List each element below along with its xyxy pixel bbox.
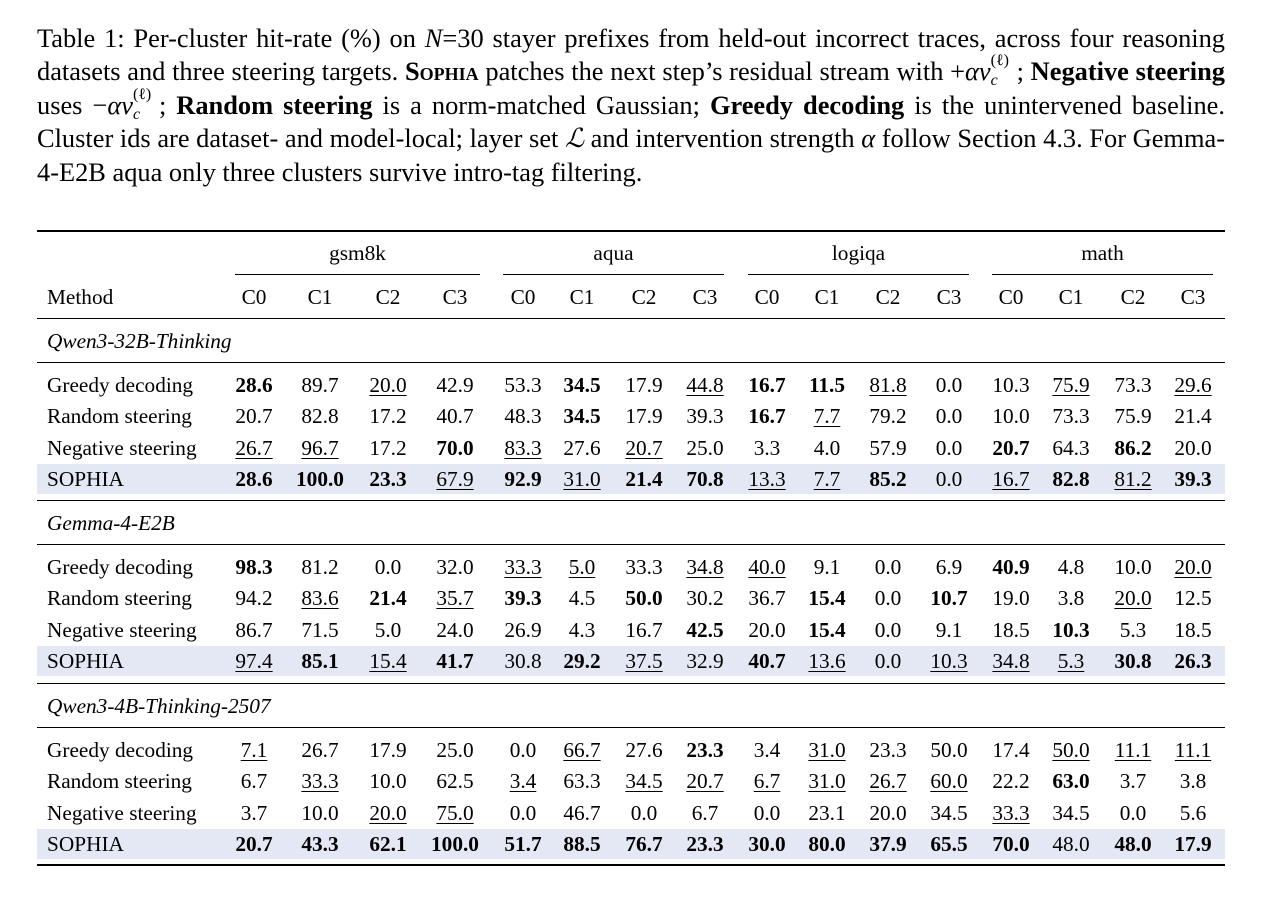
section-rule xyxy=(37,500,1225,501)
table-cell: 37.9 xyxy=(869,832,907,856)
table-cell: 0.0 xyxy=(935,436,963,460)
table-cell: 4.8 xyxy=(1057,555,1085,579)
table-cell: 97.4 xyxy=(235,649,273,673)
table-cell: 92.9 xyxy=(504,467,542,491)
section-sub-rule xyxy=(37,362,1225,363)
table-cell: 89.7 xyxy=(301,373,339,397)
table-cell: 70.0 xyxy=(436,436,474,460)
cluster-header: C0 xyxy=(754,285,780,309)
row-method-label: Greedy decoding xyxy=(47,555,194,579)
table-cell: 31.0 xyxy=(808,769,846,793)
table-cell: 18.5 xyxy=(1174,618,1212,642)
table-cell: 5.3 xyxy=(1057,649,1085,673)
sophia-name: Sophia xyxy=(404,56,479,87)
table-cell: 0.0 xyxy=(630,801,658,825)
table-cell: 0.0 xyxy=(935,467,963,491)
table-cell: 10.0 xyxy=(369,769,407,793)
table-cell: 17.4 xyxy=(992,738,1030,762)
table-cell: 21.4 xyxy=(369,586,407,610)
table-cell: 13.3 xyxy=(748,467,786,491)
table-cell: 48.3 xyxy=(504,404,542,428)
dataset-underline xyxy=(748,274,969,275)
table-cell: 67.9 xyxy=(436,467,474,491)
table-cell: 10.0 xyxy=(301,801,339,825)
table-cell: 26.7 xyxy=(869,769,907,793)
section-model-name: Gemma-4-E2B xyxy=(47,511,175,535)
cluster-header: C3 xyxy=(936,285,962,309)
section-model-name: Qwen3-4B-Thinking-2507 xyxy=(47,694,271,718)
table-cell: 0.0 xyxy=(874,649,902,673)
table-cell: 39.3 xyxy=(504,586,542,610)
table-cell: 30.0 xyxy=(748,832,786,856)
row-method-label: Random steering xyxy=(47,586,192,610)
table-cell: 17.9 xyxy=(369,738,407,762)
table-cell: 81.8 xyxy=(869,373,907,397)
table-cell: 75.9 xyxy=(1052,373,1090,397)
dataset-header: gsm8k xyxy=(329,241,386,265)
table-cell: 20.0 xyxy=(1174,555,1212,579)
table-cell: 3.3 xyxy=(753,436,781,460)
cluster-header: C3 xyxy=(692,285,718,309)
table-cell: 100.0 xyxy=(431,832,479,856)
table-cell: 35.7 xyxy=(436,586,474,610)
table-cell: 10.0 xyxy=(992,404,1030,428)
table-cell: 20.0 xyxy=(748,618,786,642)
cluster-header: C1 xyxy=(569,285,595,309)
table-cell: 28.6 xyxy=(235,373,273,397)
table-cell: 27.6 xyxy=(563,436,601,460)
table-cell: 3.7 xyxy=(1119,769,1147,793)
table-cell: 39.3 xyxy=(1174,467,1212,491)
row-method-label: SOPHIA xyxy=(47,649,124,673)
dataset-header: math xyxy=(1081,241,1124,265)
cluster-header: C0 xyxy=(241,285,267,309)
table-cell: 34.5 xyxy=(930,801,968,825)
table-cell: 60.0 xyxy=(930,769,968,793)
table-cell: 10.7 xyxy=(930,586,968,610)
bottom-rule xyxy=(37,864,1225,866)
table-cell: 43.3 xyxy=(301,832,339,856)
table-cell: 9.1 xyxy=(935,618,963,642)
table-cell: 51.7 xyxy=(504,832,542,856)
table-cell: 5.6 xyxy=(1179,801,1207,825)
table-cell: 25.0 xyxy=(436,738,474,762)
table-cell: 10.0 xyxy=(1114,555,1152,579)
table-cell: 20.0 xyxy=(369,373,407,397)
table-cell: 39.3 xyxy=(686,404,724,428)
table-cell: 79.2 xyxy=(869,404,907,428)
table-cell: 24.0 xyxy=(436,618,474,642)
table-cell: 30.8 xyxy=(1114,649,1152,673)
table-cell: 96.7 xyxy=(301,436,339,460)
table-cell: 37.5 xyxy=(625,649,663,673)
table-cell: 82.8 xyxy=(1052,467,1090,491)
dataset-underline xyxy=(992,274,1213,275)
table-cell: 63.3 xyxy=(563,769,601,793)
table-cell: 66.7 xyxy=(563,738,601,762)
table-cell: 48.0 xyxy=(1052,832,1090,856)
table-cell: 0.0 xyxy=(509,801,537,825)
table-cell: 75.9 xyxy=(1114,404,1152,428)
table-cell: 20.7 xyxy=(625,436,663,460)
table-cell: 34.5 xyxy=(563,404,601,428)
table-cell: 40.7 xyxy=(436,404,474,428)
cluster-header: C0 xyxy=(510,285,536,309)
table-cell: 33.3 xyxy=(301,769,339,793)
table-cell: 40.9 xyxy=(992,555,1030,579)
table-cell: 83.6 xyxy=(301,586,339,610)
table-cell: 88.5 xyxy=(563,832,601,856)
table-cell: 0.0 xyxy=(374,555,402,579)
table-cell: 76.7 xyxy=(625,832,663,856)
table-cell: 17.9 xyxy=(1174,832,1212,856)
table-cell: 50.0 xyxy=(930,738,968,762)
table-cell: 0.0 xyxy=(509,738,537,762)
table-cell: 17.9 xyxy=(625,373,663,397)
table-cell: 80.0 xyxy=(808,832,846,856)
table-cell: 16.7 xyxy=(625,618,663,642)
top-rule xyxy=(37,230,1225,232)
table-cell: 11.1 xyxy=(1174,738,1212,762)
table-cell: 0.0 xyxy=(753,801,781,825)
method-header: Method xyxy=(47,285,114,309)
table-cell: 17.2 xyxy=(369,436,407,460)
table-cell: 19.0 xyxy=(992,586,1030,610)
table-cell: 4.5 xyxy=(568,586,596,610)
table-cell: 3.4 xyxy=(509,769,537,793)
table-cell: 40.0 xyxy=(748,555,786,579)
table-cell: 7.7 xyxy=(813,404,841,428)
table-cell: 9.1 xyxy=(813,555,841,579)
table-cell: 5.0 xyxy=(374,618,402,642)
table-cell: 20.0 xyxy=(1174,436,1212,460)
table-cell: 63.0 xyxy=(1052,769,1090,793)
dataset-header: logiqa xyxy=(831,241,886,265)
table-cell: 11.5 xyxy=(808,373,846,397)
table-cell: 85.2 xyxy=(869,467,907,491)
table-cell: 100.0 xyxy=(296,467,344,491)
table-cell: 16.7 xyxy=(748,373,786,397)
table-cell: 10.3 xyxy=(1052,618,1090,642)
table-cell: 23.1 xyxy=(808,801,846,825)
table-cell: 0.0 xyxy=(1119,801,1147,825)
table-cell: 23.3 xyxy=(686,738,724,762)
section-sub-rule xyxy=(37,727,1225,728)
table-cell: 70.8 xyxy=(686,467,724,491)
table-cell: 11.1 xyxy=(1114,738,1152,762)
table-cell: 50.0 xyxy=(1052,738,1090,762)
table-cell: 0.0 xyxy=(935,404,963,428)
table-cell: 40.7 xyxy=(748,649,786,673)
table-cell: 34.5 xyxy=(625,769,663,793)
row-method-label: Random steering xyxy=(47,769,192,793)
table-cell: 15.4 xyxy=(369,649,407,673)
row-method-label: Greedy decoding xyxy=(47,373,194,397)
table-cell: 30.8 xyxy=(504,649,542,673)
table-caption: Table 1: Per-cluster hit-rate (%) on N=30 stayer prefixes from held-out incorrect traces, across four reasoning datasets and three steering targets. Sophia patches the next step’s residual stream with +αv (ℓ) c ; Negative steering uses −αv (ℓ) c ; Random steering is a norm-matched Gaussian; Greedy decoding is the unintervened baseline. Cluster ids are dataset- and model-local; layer set ℒ and intervention strength α follow Section 4.3. For Gemma-4-E2B aqua only three clusters survive intro-tag filtering. xyxy=(37,23,1226,187)
cluster-header: C1 xyxy=(814,285,840,309)
row-method-label: SOPHIA xyxy=(47,832,124,856)
table-cell: 31.0 xyxy=(563,467,601,491)
table-cell: 17.9 xyxy=(625,404,663,428)
table-cell: 3.4 xyxy=(753,738,781,762)
table-cell: 98.3 xyxy=(235,555,273,579)
table-cell: 3.8 xyxy=(1179,769,1207,793)
cluster-header: C2 xyxy=(375,285,401,309)
table-cell: 53.3 xyxy=(504,373,542,397)
dataset-underline xyxy=(503,274,724,275)
table-cell: 86.7 xyxy=(235,618,273,642)
table-cell: 23.3 xyxy=(369,467,407,491)
table-cell: 26.7 xyxy=(301,738,339,762)
table-cell: 65.5 xyxy=(930,832,968,856)
cluster-header: C3 xyxy=(442,285,468,309)
table-cell: 17.2 xyxy=(369,404,407,428)
dataset-header: aqua xyxy=(593,241,634,265)
table-cell: 62.5 xyxy=(436,769,474,793)
table-cell: 26.7 xyxy=(235,436,273,460)
table-cell: 6.9 xyxy=(935,555,963,579)
cluster-header: C2 xyxy=(875,285,901,309)
table-cell: 18.5 xyxy=(992,618,1030,642)
table-cell: 20.0 xyxy=(869,801,907,825)
section-rule xyxy=(37,683,1225,684)
table-cell: 3.7 xyxy=(240,801,268,825)
table-cell: 6.7 xyxy=(691,801,719,825)
table-cell: 16.7 xyxy=(748,404,786,428)
dataset-underline xyxy=(235,274,480,275)
table-cell: 21.4 xyxy=(1174,404,1212,428)
table-cell: 81.2 xyxy=(1114,467,1152,491)
table-cell: 46.7 xyxy=(563,801,601,825)
table-cell: 10.3 xyxy=(992,373,1030,397)
table-cell: 64.3 xyxy=(1052,436,1090,460)
table-cell: 50.0 xyxy=(625,586,663,610)
table-cell: 33.3 xyxy=(625,555,663,579)
table-cell: 25.0 xyxy=(686,436,724,460)
row-method-label: SOPHIA xyxy=(47,467,124,491)
table-cell: 30.2 xyxy=(686,586,724,610)
table-cell: 7.7 xyxy=(813,467,841,491)
table-cell: 31.0 xyxy=(808,738,846,762)
table-cell: 71.5 xyxy=(301,618,339,642)
table-cell: 26.9 xyxy=(504,618,542,642)
table-cell: 21.4 xyxy=(625,467,663,491)
row-method-label: Greedy decoding xyxy=(47,738,194,762)
row-method-label: Negative steering xyxy=(47,436,197,460)
table-cell: 20.0 xyxy=(369,801,407,825)
table-cell: 75.0 xyxy=(436,801,474,825)
table-cell: 22.2 xyxy=(992,769,1030,793)
table-cell: 33.3 xyxy=(992,801,1030,825)
table-cell: 29.2 xyxy=(563,649,601,673)
table-cell: 0.0 xyxy=(874,586,902,610)
table-cell: 20.7 xyxy=(235,404,273,428)
row-method-label: Random steering xyxy=(47,404,192,428)
table-cell: 29.6 xyxy=(1174,373,1212,397)
table-cell: 12.5 xyxy=(1174,586,1212,610)
row-method-label: Negative steering xyxy=(47,801,197,825)
table-cell: 34.5 xyxy=(563,373,601,397)
table-cell: 42.9 xyxy=(436,373,474,397)
table-cell: 32.9 xyxy=(686,649,724,673)
table-cell: 48.0 xyxy=(1114,832,1152,856)
table-cell: 57.9 xyxy=(869,436,907,460)
table-cell: 6.7 xyxy=(753,769,781,793)
table-cell: 33.3 xyxy=(504,555,542,579)
table-cell: 26.3 xyxy=(1174,649,1212,673)
table-cell: 42.5 xyxy=(686,618,724,642)
section-rule xyxy=(37,318,1225,319)
cluster-header: C2 xyxy=(631,285,657,309)
table-cell: 13.6 xyxy=(808,649,846,673)
table-cell: 32.0 xyxy=(436,555,474,579)
table-cell: 86.2 xyxy=(1114,436,1152,460)
table-cell: 3.8 xyxy=(1057,586,1085,610)
table-cell: 41.7 xyxy=(436,649,474,673)
table-cell: 15.4 xyxy=(808,618,846,642)
table-cell: 20.7 xyxy=(686,769,724,793)
cluster-header: C1 xyxy=(307,285,333,309)
table-cell: 6.7 xyxy=(240,769,268,793)
table-cell: 5.3 xyxy=(1119,618,1147,642)
row-method-label: Negative steering xyxy=(47,618,197,642)
table-cell: 16.7 xyxy=(992,467,1030,491)
table-cell: 34.8 xyxy=(992,649,1030,673)
table-cell: 70.0 xyxy=(992,832,1030,856)
table-cell: 36.7 xyxy=(748,586,786,610)
table-cell: 94.2 xyxy=(235,586,273,610)
table-cell: 28.6 xyxy=(235,467,273,491)
table-cell: 44.8 xyxy=(686,373,724,397)
table-cell: 62.1 xyxy=(369,832,407,856)
cluster-header: C1 xyxy=(1058,285,1084,309)
table-cell: 73.3 xyxy=(1114,373,1152,397)
table-cell: 85.1 xyxy=(301,649,339,673)
table-cell: 0.0 xyxy=(874,555,902,579)
table-cell: 15.4 xyxy=(808,586,846,610)
table-cell: 73.3 xyxy=(1052,404,1090,428)
table-cell: 4.3 xyxy=(568,618,596,642)
table-cell: 0.0 xyxy=(935,373,963,397)
table-cell: 82.8 xyxy=(301,404,339,428)
table-cell: 7.1 xyxy=(240,738,268,762)
table-cell: 20.7 xyxy=(992,436,1030,460)
table-cell: 27.6 xyxy=(625,738,663,762)
section-model-name: Qwen3-32B-Thinking xyxy=(47,329,232,353)
table-cell: 34.5 xyxy=(1052,801,1090,825)
table-cell: 23.3 xyxy=(869,738,907,762)
table-cell: 34.8 xyxy=(686,555,724,579)
table-cell: 5.0 xyxy=(568,555,596,579)
table-cell: 83.3 xyxy=(504,436,542,460)
table-cell: 81.2 xyxy=(301,555,339,579)
table-cell: 23.3 xyxy=(686,832,724,856)
table-cell: 20.7 xyxy=(235,832,273,856)
table-cell: 4.0 xyxy=(813,436,841,460)
table-cell: 20.0 xyxy=(1114,586,1152,610)
cluster-header: C3 xyxy=(1180,285,1206,309)
cluster-header: C2 xyxy=(1120,285,1146,309)
section-sub-rule xyxy=(37,544,1225,545)
table-cell: 10.3 xyxy=(930,649,968,673)
table-cell: 0.0 xyxy=(874,618,902,642)
cluster-header: C0 xyxy=(998,285,1024,309)
